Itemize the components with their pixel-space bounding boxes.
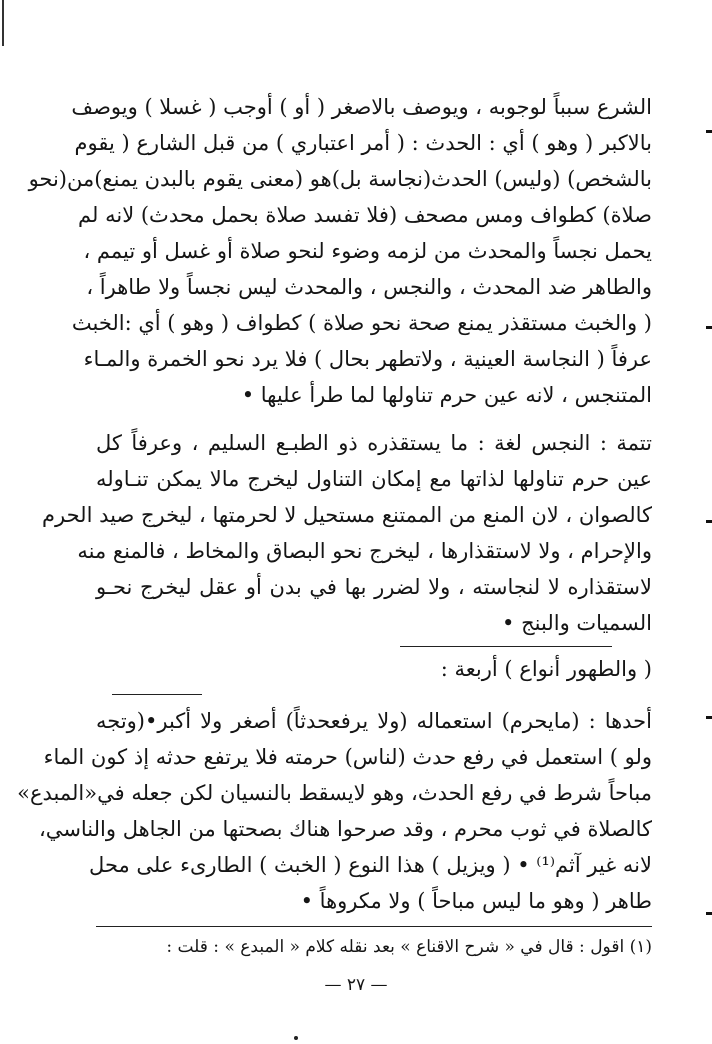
text-line: بالشخص) (وليس) الحدث(نجاسة بل)هو (معنى يقوم بالبدن يمنع)من(نحو — [28, 167, 652, 191]
text-line: طاهر ( وهو ما ليس مباحاً ) ولا مكروهاً • — [300, 889, 652, 913]
text-line: عرفاً ( النجاسة العينية ، ولاتطهر بحال ) فلا يرد نحو الخمرة والمـاء — [83, 347, 652, 371]
text-line: يحمل نجساً والمحدث من لزمه وضوء لنحو صلاة أو غسل أو تيمم ، — [83, 239, 652, 263]
footnote-separator — [96, 926, 652, 927]
text-line: والطاهر ضد المحدث ، والنجس ، والمحدث ليس نجساً ولا طاهراً ، — [86, 275, 652, 299]
text-line: لانه غير آثم⁽¹⁾ • ( ويزيل ) هذا النوع ( الخبث ) الطارىء على محل — [89, 853, 652, 877]
text-line: ولو ) استعمل في رفع حدث (لناس) حرمته فلا يرتفع حدثه إذ كون الماء — [43, 745, 652, 769]
text-line: كالصلاة في ثوب محرم ، وقد صرحوا هناك بصحتها من الجاهل والناسي، — [39, 817, 652, 841]
text-line: صلاة) كطواف ومس مصحف (فلا تفسد صلاة بحمل محدث) لانه لم — [78, 203, 652, 227]
margin-mark — [706, 130, 712, 133]
text-line: لاستقذاره لا لنجاسته ، ولا لضرر بها في بدن أو عقل ليخرج نحـو — [96, 575, 652, 599]
page-edge-mark — [2, 0, 4, 46]
scan-speck — [294, 1036, 298, 1040]
text-line: ( والخبث مستقذر يمنع صحة نحو صلاة ) كطواف ( وهو ) أي :الخبث — [71, 311, 652, 335]
text-line: المتنجس ، لانه عين حرم تناولها لما طرأ عليها • — [241, 383, 652, 407]
margin-mark — [706, 326, 712, 329]
text-line: مباحاً شرط في رفع الحدث، وهو لايسقط بالنسيان لكن جعله في«المبدع» — [17, 781, 652, 805]
text-line: والإحرام ، ولا لاستقذارها ، ليخرج نحو البصاق والمخاط ، فالمنع منه — [77, 539, 652, 563]
section-rule — [400, 646, 612, 647]
section-rule — [112, 694, 202, 695]
text-line: الشرع سبباً لوجوبه ، ويوصف بالاصغر ( أو ) أوجب ( غسلا ) ويوصف — [71, 95, 652, 119]
section-heading: ( والطهور أنواع ) أربعة : — [440, 657, 652, 681]
text-line: السميات والبنج • — [502, 611, 652, 635]
page-number: — ٢٧ — — [324, 975, 388, 995]
margin-mark — [706, 716, 712, 719]
text-line: كالصوان ، لان المنع من الممتنع مستحيل لا لحرمتها ، ليخرج صيد الحرم — [42, 503, 652, 527]
margin-mark — [706, 912, 712, 915]
text-line: بالاكبر ( وهو ) أي : الحدث : ( أمر اعتباري ) من قبل الشارع ( يقوم — [74, 131, 652, 155]
footnote: (١) اقول : قال في « شرح الاقناع » بعد نقله كلام « المبدع » : قلت : — [166, 937, 652, 957]
text-line: عين حرم تناولها لذاتها مع إمكان التناول ليخرج مالا يمكن تنـاوله — [96, 467, 652, 491]
margin-mark — [706, 520, 712, 523]
text-line: تتمة : النجس لغة : ما يستقذره ذو الطبـع السليم ، وعرفاً كل — [96, 431, 652, 455]
text-line: أحدها : (مايحرم) استعماله (ولا يرفعحدثاً) أصغر ولا أكبر•(وتجه — [96, 709, 652, 733]
